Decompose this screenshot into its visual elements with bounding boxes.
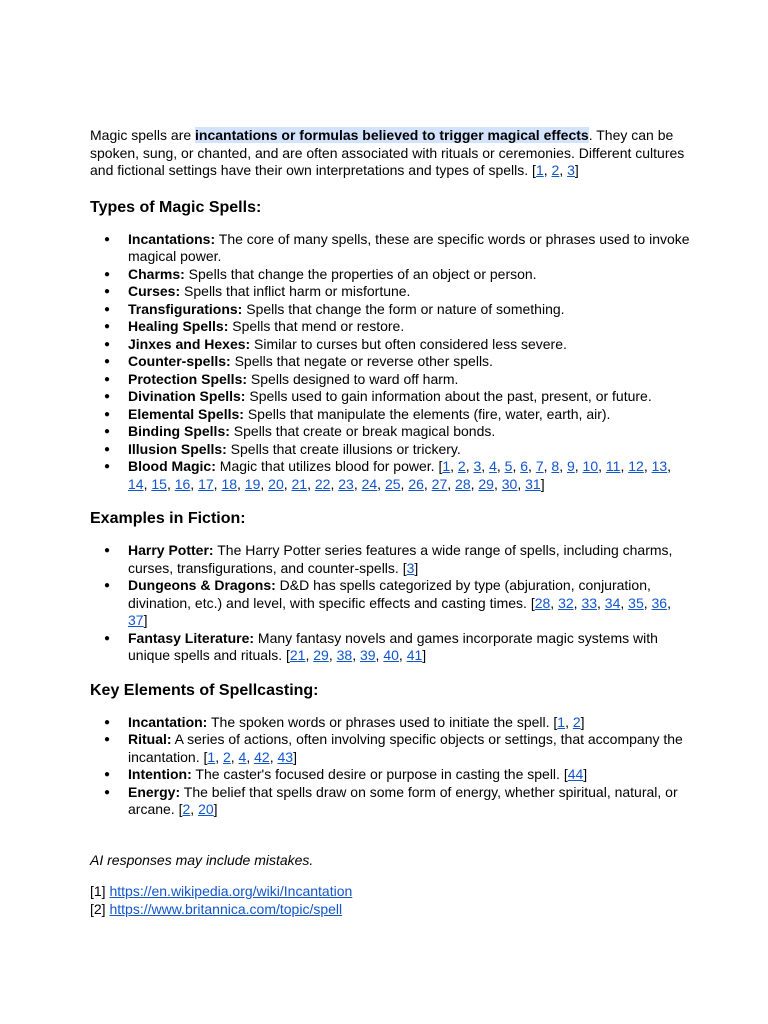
citation-link[interactable]: 1 (535, 162, 544, 178)
citation-link[interactable]: 12 (628, 458, 644, 474)
citation-link[interactable]: 13 (651, 458, 668, 474)
item-citations: [1, 2] (553, 713, 585, 730)
list-item (90, 784, 690, 819)
item-citations: [28, 32, 33, 34, 35, 36, 37] (128, 594, 671, 628)
item-description: Spells that mend or restore. (228, 318, 405, 334)
source-entry (90, 901, 690, 919)
bullet-icon: ● (104, 268, 111, 280)
citation-link[interactable]: 41 (406, 647, 423, 663)
list-item (90, 441, 690, 459)
source-label: [1] (90, 883, 110, 899)
item-description: Spells that change the form or nature of something. (242, 300, 565, 317)
item-description: Spells designed to ward off harm. (247, 370, 459, 387)
citation-link[interactable]: 40 (383, 647, 399, 663)
citation-link[interactable]: 17 (198, 475, 214, 492)
heading-key-elements: Key Elements of Spellcasting: (90, 681, 319, 699)
source-link[interactable]: https://en.wikipedia.org/wiki/Incantation (109, 883, 353, 899)
source-entry (90, 883, 690, 901)
item-term: Dungeons & Dragons: (128, 577, 276, 593)
item-term: Counter-spells: (128, 353, 231, 369)
citation-link[interactable]: 2 (182, 801, 191, 817)
bullet-icon: ● (104, 303, 111, 315)
bullet-icon: ● (104, 373, 111, 385)
citation-link[interactable]: 18 (221, 475, 238, 492)
item-term: Illusion Spells: (128, 440, 227, 457)
citation-link[interactable]: 24 (361, 475, 378, 492)
bullet-icon: ● (104, 716, 111, 728)
list-item (90, 714, 690, 732)
item-description: Spells that create illusions or trickery. (226, 440, 461, 457)
document-body (90, 127, 690, 918)
list-item (90, 371, 690, 389)
list-item (90, 406, 690, 424)
citation-link[interactable]: 9 (566, 458, 575, 474)
item-description: The Harry Potter series features a wide range of spells, including charms, curses, transfigurations, and counter-spells. (128, 542, 673, 576)
citation-link[interactable]: 21 (289, 647, 306, 663)
item-term: Divination Spells: (128, 388, 246, 404)
list-item (90, 353, 690, 371)
list-item (90, 423, 690, 441)
item-term: Intention: (128, 766, 192, 782)
ai-disclaimer: AI responses may include mistakes. (90, 851, 314, 868)
item-description: Similar to curses but often considered less severe. (250, 335, 567, 352)
intro-text-after: . They can be spoken, sung, or chanted, and are often associated with rituals or ceremonies. Different cultures and fictional settings have their own interpretations and types of spells. (90, 127, 685, 178)
citation-link[interactable]: 36 (651, 594, 668, 611)
citation-link[interactable]: 3 (567, 162, 575, 178)
item-term: Ritual: (128, 731, 172, 747)
citation-link[interactable]: 2 (551, 162, 560, 178)
citation-link[interactable]: 20 (198, 801, 214, 817)
item-description: Spells that inflict harm or misfortune. (180, 283, 411, 299)
citation-link[interactable]: 31 (525, 475, 541, 492)
citation-link[interactable]: 19 (244, 475, 261, 492)
item-term: Healing Spells: (128, 318, 229, 334)
citation-link[interactable]: 27 (431, 475, 448, 492)
list-item (90, 542, 690, 577)
citation-link[interactable]: 14 (128, 475, 144, 492)
item-term: Jinxes and Hexes: (128, 335, 251, 352)
item-description: Spells that create or break magical bonds. (229, 423, 496, 439)
citation-link[interactable]: 1 (557, 713, 566, 730)
citation-link[interactable]: 5 (504, 458, 513, 474)
sources-list (90, 883, 690, 918)
citation-link[interactable]: 23 (338, 475, 354, 492)
citation-link[interactable]: 29 (478, 475, 494, 492)
bullet-icon: ● (104, 233, 111, 245)
list-item (90, 318, 690, 336)
citation-link[interactable]: 42 (254, 748, 270, 765)
citation-link[interactable]: 2 (457, 458, 466, 474)
bullet-icon: ● (104, 580, 111, 591)
citation-link[interactable]: 11 (605, 458, 621, 474)
bullet-icon: ● (104, 408, 111, 420)
bullet-icon: ● (104, 632, 111, 644)
item-term: Harry Potter: (128, 542, 214, 558)
item-description: The spoken words or phrases used to initiate the spell. (207, 713, 554, 730)
item-term: Binding Spells: (128, 423, 230, 439)
item-term: Curses: (128, 283, 181, 299)
citation-link[interactable]: 39 (359, 647, 376, 663)
bullet-icon: ● (104, 338, 111, 350)
heading-types-of-magic-spells: Types of Magic Spells: (90, 198, 262, 216)
bullet-icon: ● (104, 461, 111, 472)
citation-link[interactable]: 3 (406, 559, 415, 576)
citation-link[interactable]: 4 (238, 748, 247, 765)
citation-link[interactable]: 34 (604, 594, 621, 611)
list-item (90, 266, 690, 284)
bullet-icon: ● (104, 443, 111, 455)
item-citations: [2, 20] (178, 801, 218, 817)
citation-link[interactable]: 8 (551, 458, 560, 474)
citation-link[interactable]: 25 (384, 475, 401, 492)
bullet-icon: ● (104, 786, 111, 798)
item-description: The caster's focused desire or purpose in casting the spell. (191, 766, 564, 782)
citation-link[interactable]: 1 (442, 458, 451, 474)
citation-link[interactable]: 7 (535, 458, 544, 474)
citation-link[interactable]: 10 (582, 458, 599, 474)
citation-link[interactable]: 3 (473, 458, 482, 474)
citation-link[interactable]: 33 (581, 594, 598, 611)
citation-link[interactable]: 15 (151, 475, 167, 492)
item-term: Incantation: (128, 713, 208, 730)
intro-highlight: incantations or formulas believed to trigger magical effects (195, 127, 589, 143)
bullet-icon: ● (104, 321, 111, 332)
list-item (90, 766, 690, 784)
item-term: Elemental Spells: (128, 405, 244, 422)
item-term: Blood Magic: (128, 458, 216, 474)
list-item (90, 283, 690, 301)
item-description: The belief that spells draw on some form of energy, whether spiritual, natural, or arcane. (128, 783, 678, 817)
bullet-icon: ● (104, 356, 111, 367)
citation-link[interactable]: 22 (314, 475, 331, 492)
item-citations: [3] (402, 559, 419, 576)
item-description: Spells that negate or reverse other spells. (230, 353, 493, 369)
item-description: D&D has spells categorized by type (abjuration, conjuration, divination, etc.) and level, with specific effects and casting times. (128, 577, 651, 611)
source-label: [2] (90, 900, 110, 917)
citation-link[interactable]: 26 (408, 475, 424, 492)
citation-link[interactable]: 35 (628, 594, 644, 611)
citation-link[interactable]: 44 (567, 766, 584, 782)
citation-link[interactable]: 28 (455, 475, 471, 492)
citation-link[interactable]: 38 (336, 647, 353, 663)
list-item (90, 231, 690, 266)
citation-link[interactable]: 29 (313, 647, 329, 663)
bullet-icon: ● (104, 734, 111, 745)
citation-link[interactable]: 43 (277, 748, 294, 765)
list-item (90, 301, 690, 319)
intro-citations: [1, 2, 3] (532, 162, 579, 178)
item-term: Fantasy Literature: (128, 629, 255, 646)
item-citations: [21, 29, 38, 39, 40, 41] (286, 647, 427, 663)
item-description: Magic that utilizes blood for power. (215, 458, 439, 474)
item-term: Incantations: (128, 230, 216, 247)
intro-text-before: Magic spells are (90, 127, 196, 143)
citation-link[interactable]: 21 (291, 475, 308, 492)
item-description: Spells that change the properties of an object or person. (184, 265, 537, 282)
citation-link[interactable]: 2 (572, 713, 581, 730)
item-term: Charms: (128, 265, 185, 282)
list-item (90, 577, 690, 630)
bullet-icon: ● (104, 391, 111, 402)
item-description: The core of many spells, these are specific words or phrases used to invoke magical power. (128, 230, 690, 264)
citation-link[interactable]: 1 (207, 748, 216, 765)
list-item (90, 388, 690, 406)
item-citations: [1, 2, 3, 4, 5, 6, 7, 8, 9, 10, 11, 12, 13, 14, 15, 16, 17, 18, 19, 20, 21, 22, 23, 24, 25, 26, 27, 28, 29, 30, 31] (128, 458, 672, 492)
list-item (90, 731, 690, 766)
list-key-elements (90, 714, 690, 819)
citation-link[interactable]: 28 (534, 594, 551, 611)
item-description: Spells used to gain information about the past, present, or future. (245, 388, 652, 404)
list-types-of-magic-spells (90, 231, 690, 494)
item-term: Energy: (128, 783, 181, 800)
list-examples-in-fiction (90, 542, 690, 665)
item-description: A series of actions, often involving specific objects or settings, that accompany the incantation. (128, 731, 683, 765)
list-item (90, 458, 690, 493)
item-term: Transfigurations: (128, 300, 243, 317)
item-term: Protection Spells: (128, 370, 248, 387)
intro-paragraph (90, 127, 690, 180)
citation-link[interactable]: 30 (501, 475, 518, 492)
bullet-icon: ● (104, 545, 111, 556)
bullet-icon: ● (104, 426, 111, 437)
bullet-icon: ● (104, 769, 111, 780)
citation-link[interactable]: 2 (222, 748, 231, 765)
citation-link[interactable]: 37 (128, 612, 144, 628)
citation-link[interactable]: 20 (268, 475, 284, 492)
bullet-icon: ● (104, 286, 111, 297)
item-citations: [44] (563, 766, 588, 782)
item-citations: [1, 2, 4, 42, 43] (203, 748, 297, 765)
source-link[interactable]: https://www.britannica.com/topic/spell (109, 900, 343, 917)
list-item (90, 630, 690, 665)
list-item (90, 336, 690, 354)
citation-link[interactable]: 16 (174, 475, 191, 492)
citation-link[interactable]: 4 (489, 458, 497, 474)
citation-link[interactable]: 6 (520, 458, 529, 474)
item-description: Many fantasy novels and games incorporate magic systems with unique spells and rituals. (128, 629, 658, 663)
item-description: Spells that manipulate the elements (fire, water, earth, air). (243, 405, 611, 422)
citation-link[interactable]: 32 (558, 594, 574, 611)
heading-examples-in-fiction: Examples in Fiction: (90, 510, 246, 527)
